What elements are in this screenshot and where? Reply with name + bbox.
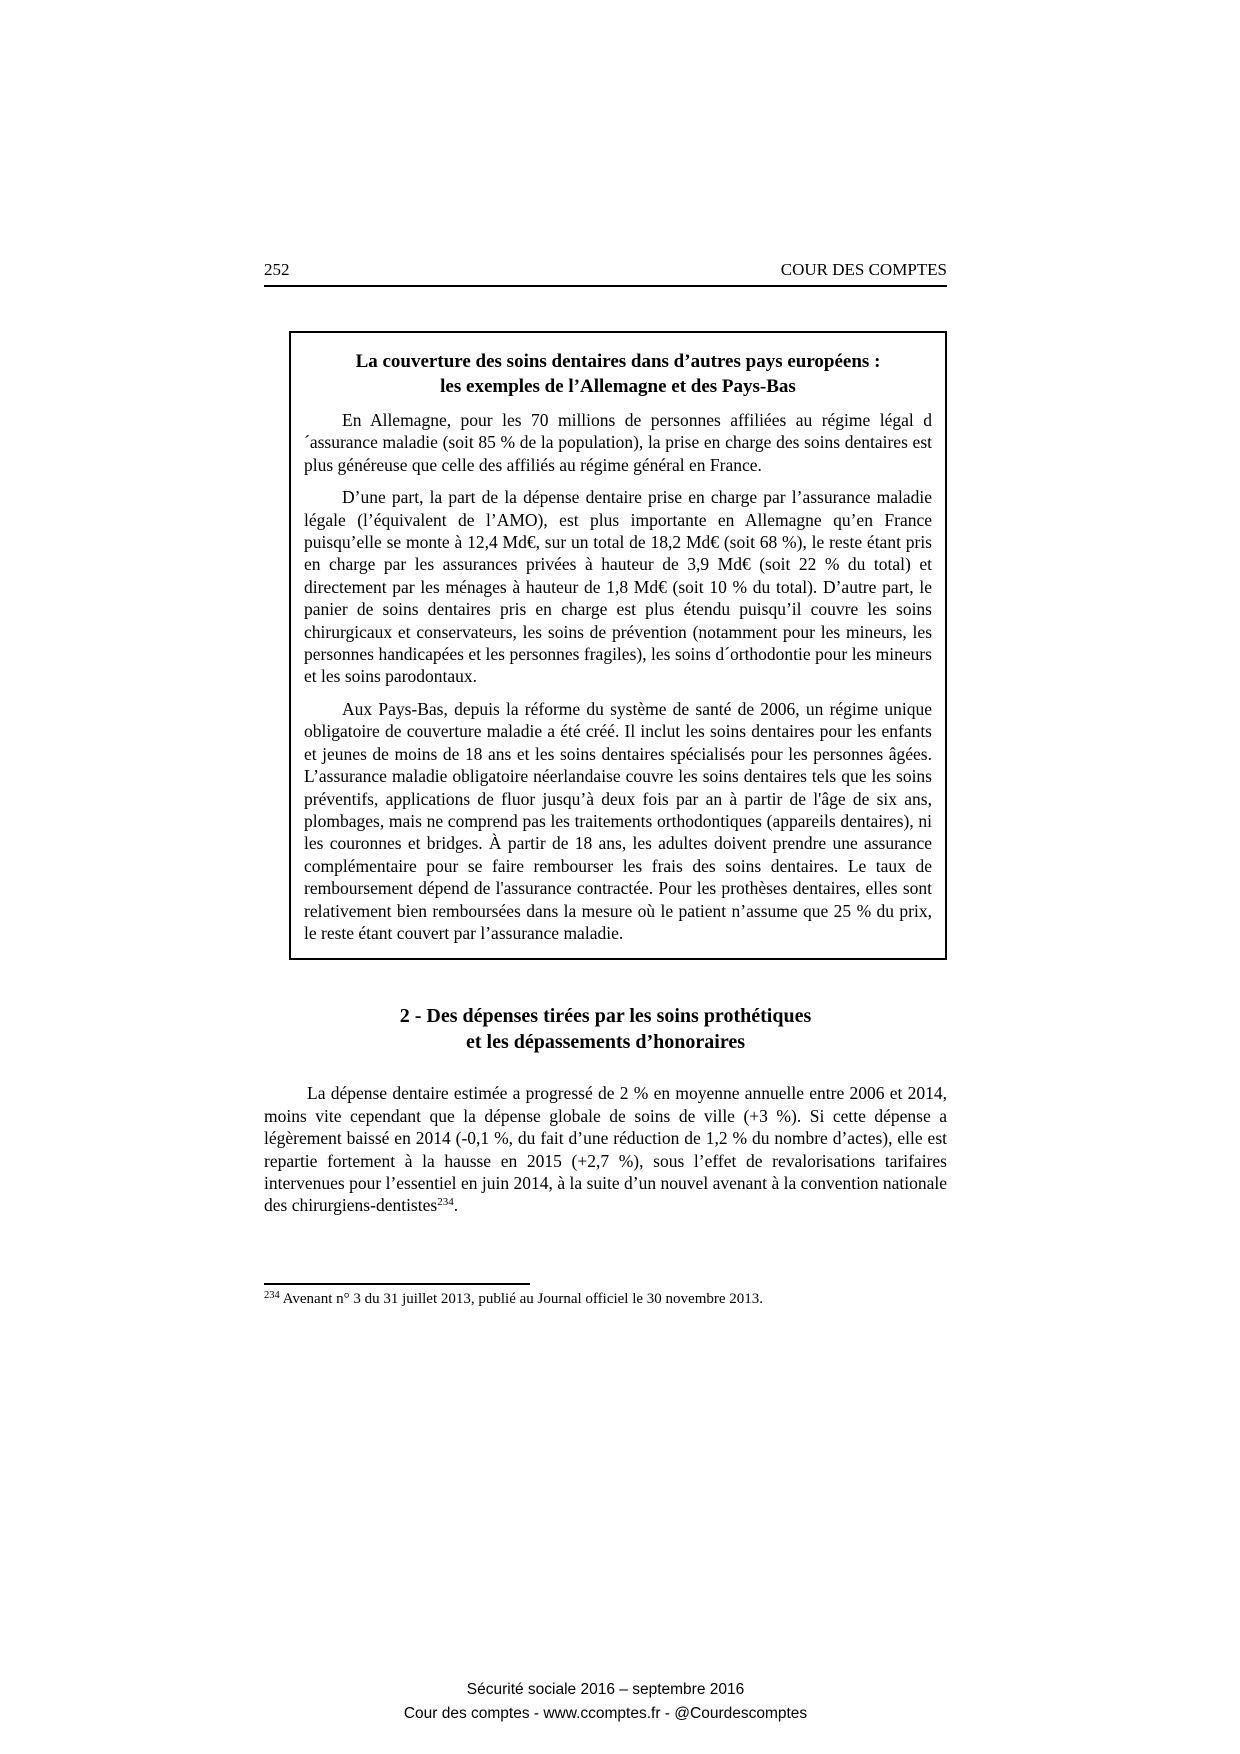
box-paragraph-netherlands: Aux Pays-Bas, depuis la réforme du système de santé de 2006, un régime unique obligatoire de couverture maladie a été créé. Il inclut les soins dentaires pour les enfants et jeunes de moins de 18 ans et les soins dentaires spécialisés pour les personnes âgées. L’assurance maladie obligatoire néerlandaise couvre les soins dentaires tels que les soins préventifs, applications de fluor jusqu’à deux fois par an à partir de l'âge de six ans, plombages, mais ne comprend pas les traitements orthodontiques (appareils dentaires), ni les couronnes et bridges. À partir de 18 ans, les adultes doivent prendre une assurance complémentaire pour se faire rembourser les frais des soins dentaires. Le taux de remboursement dépend de l'assurance contractée. Pour les prothèses dentaires, elles sont relativement bien remboursées dans la mesure où le patient n’assume que 25 % du prix, le reste étant couvert par l’assurance maladie. <box>304 698 932 943</box>
footnote-area <box>264 1283 947 1309</box>
box-title-line1: La couverture des soins dentaires dans d’autres pays européens : <box>355 351 881 372</box>
footnote-separator-rule <box>264 1283 530 1285</box>
section-paragraph-text: La dépense dentaire estimée a progressé de 2 % en moyenne annuelle entre 2006 et 2014, moins vite cependant que la dépense globale de soins de ville (+3 %). Si cette dépense a légèrement baissé en 2014 (-0,1 %, du fait d’une réduction de 1,2 % du nombre d’actes), elle est repartie fortement à la hausse en 2015 (+2,7 %), sous l’effet de revalorisations tarifaires intervenues pour l’essentiel en juin 2014, à la suite d’un nouvel avenant à la convention nationale des chirurgiens-dentistes <box>264 1083 947 1216</box>
footnote <box>264 1290 947 1309</box>
section-heading-line1: 2 - Des dépenses tirées par les soins prothétiques <box>399 1005 812 1028</box>
boxed-insert-dental-coverage <box>289 331 947 960</box>
footnote-text: Avenant n° 3 du 31 juillet 2013, publié au Journal officiel le 30 novembre 2013. <box>279 1290 764 1307</box>
footnote-reference: 234 <box>437 1196 454 1209</box>
section-paragraph-suffix: . <box>453 1195 459 1216</box>
section-heading-line2: et les dépassements d’honoraires <box>465 1031 746 1054</box>
box-title-line2: les exemples de l’Allemagne et des Pays-Bas <box>440 376 796 397</box>
footnote-marker: 234 <box>264 1289 280 1301</box>
box-paragraph-germany-intro: En Allemagne, pour les 70 millions de personnes affiliées au régime légal d´assurance maladie (soit 85 % de la population), la prise en charge des soins dentaires est plus généreuse que celle des affiliés au régime général en France. <box>304 410 932 475</box>
box-title <box>304 349 932 399</box>
running-header <box>264 260 947 287</box>
page-number: 252 <box>264 260 290 279</box>
page-content <box>264 260 947 1309</box>
footer-source-line: Cour des comptes - www.ccomptes.fr - @Courdescomptes <box>403 1705 808 1722</box>
section-heading <box>264 1003 947 1055</box>
running-title: COUR DES COMPTES <box>780 260 947 279</box>
section-paragraph <box>264 1082 947 1216</box>
footer-publication-line: Sécurité sociale 2016 – septembre 2016 <box>466 1681 745 1698</box>
page-footer <box>264 1678 947 1726</box>
box-paragraph-germany-detail: D’une part, la part de la dépense dentaire prise en charge par l’assurance maladie légale (l’équivalent de l’AMO), est plus importante en Allemagne qu’en France puisqu’elle se monte à 12,4 Md€, sur un total de 18,2 Md€ (soit 68 %), le reste étant pris en charge par les assurances privées à hauteur de 3,9 Md€ (soit 22 % du total) et directement par les ménages à hauteur de 1,8 Md€ (soit 10 % du total). D’autre part, le panier de soins dentaires pris en charge est plus étendu puisqu’il couvre les soins chirurgicaux et conservateurs, les soins de prévention (notamment pour les mineurs, les personnes handicapées et les personnes fragiles), les soins d´orthodontie pour les mineurs et les soins parodontaux. <box>304 487 932 687</box>
